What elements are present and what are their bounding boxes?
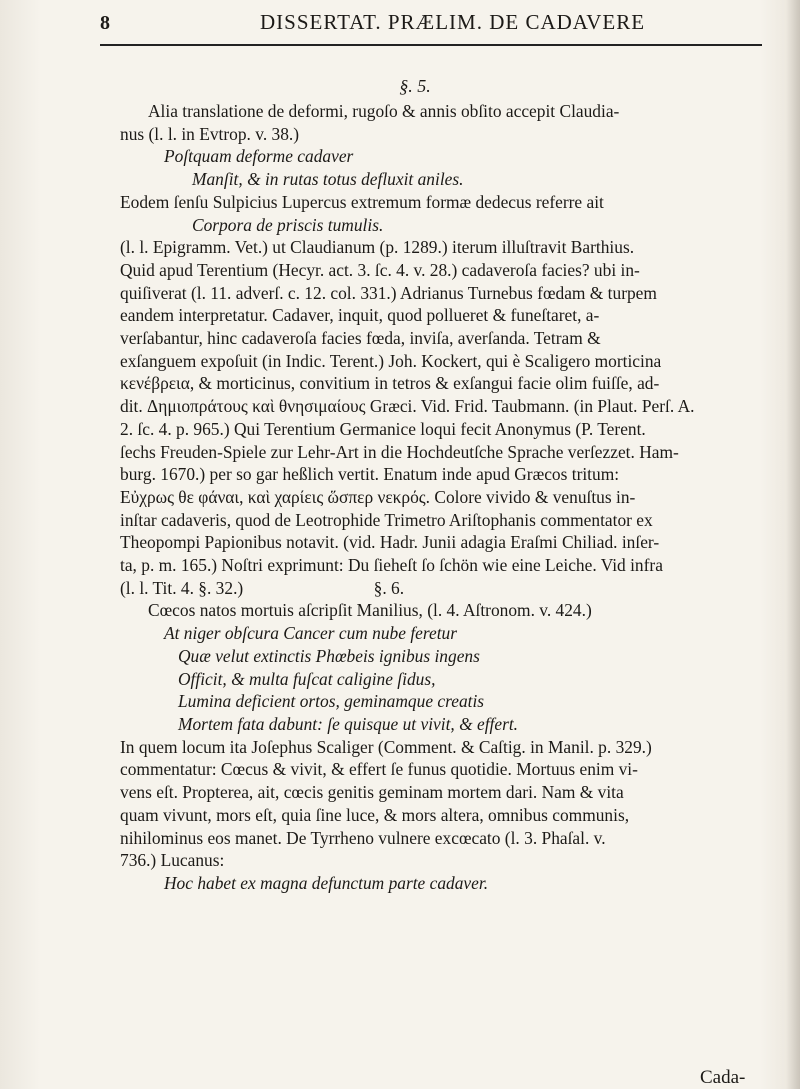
text-line: Theopompi Papionibus notavit. (vid. Hadr. Junii adagia Eraſmi Chiliad. inſer- — [120, 532, 660, 553]
text-line: Eodem ſenſu Sulpicius Lupercus extremum formæ dedecus referre ait — [120, 191, 604, 212]
text-line: κενέβρεια, & morticinus, convitium in tetros & exſangui facie olim fuiſſe, ad- — [120, 373, 660, 394]
text-line: vens eſt. Propterea, ait, cœcis genitis geminam mortem dari. Nam & vita — [120, 782, 624, 803]
text-line: Cœcos natos mortuis aſcripſit Manilius, (l. 4. Aſtronom. v. 424.) — [148, 600, 592, 621]
verse-line: Corpora de priscis tumulis. — [192, 214, 384, 235]
text-line: inſtar cadaveris, quod de Leotrophide Trimetro Ariſtophanis commentator ex — [120, 509, 653, 530]
section-heading: §. 5. — [399, 76, 431, 96]
text-line: Alia translatione de deformi, rugoſo & annis obſito accepit Claudia- — [148, 101, 620, 121]
text-line: In quem locum ita Joſephus Scaliger (Comment. & Caſtig. in Manil. p. 329.) — [120, 736, 652, 757]
text-line: ſechs Freuden-Spiele zur Lehr-Art in die Hochdeutſche Sprache verſezzet. Ham- — [120, 441, 679, 462]
text-line: dit. Δημιοπράτους καὶ θνησιμαίους Græci. Vid. Frid. Taubmann. (in Plaut. Perſ. A. — [120, 396, 695, 417]
verse-line: Mortem fata dabunt: ſe quisque ut vivit, & effert. — [178, 713, 519, 734]
verse-line: Lumina deficient ortos, geminamque creatis — [178, 691, 485, 712]
text-line: 736.) Lucanus: — [120, 850, 225, 871]
text-line: quam vivunt, mors eſt, quia ſine luce, & mors altera, omnibus communis, — [120, 804, 630, 825]
text-line: exſanguem expoſuit (in Indic. Terent.) Joh. Kockert, qui è Scaligero morticina — [120, 350, 662, 371]
text-line: burg. 1670.) per so gar heßlich vertit. Enatum inde apud Græcos tritum: — [120, 464, 620, 485]
text-line: Εὐχρως θε φάναι, καὶ χαρίεις ὥσπερ νεκρός. Colore vivido & venuſtus in- — [120, 486, 636, 507]
text-line: (l. l. Epigramm. Vet.) ut Claudianum (p. 1289.) iterum illuſtravit Barthius. — [120, 237, 635, 258]
text-line: Quid apud Terentium (Hecyr. act. 3. ſc. 4. v. 28.) cadaveroſa facies? ubi in- — [120, 259, 640, 280]
text-line: (l. l. Tit. 4. §. 32.) §. 6. — [120, 577, 405, 598]
text-line: verſabantur, hinc cadaveroſa facies fœda, inviſa, averſanda. Tetram & — [120, 328, 601, 349]
text-line: nus (l. l. in Evtrop. v. 38.) — [120, 123, 300, 144]
verse-line: Poſtquam deforme cadaver — [164, 146, 354, 167]
verse-line: Officit, & multa fuſcat caligine ſidus, — [178, 668, 436, 689]
text-line: 2. ſc. 4. p. 965.) Qui Terentium Germanice loqui fecit Anonymus (P. Terent. — [120, 418, 646, 439]
page-edge-shadow — [786, 0, 800, 1089]
verse-line: Hoc habet ex magna defunctum parte cadaver. — [164, 872, 489, 893]
text-line: ta, p. m. 165.) Noſtri exprimunt: Du ſieheſt ſo ſchön wie eine Leiche. Vid infra — [120, 555, 663, 576]
verse-line: At niger obſcura Cancer cum nube feretur — [164, 623, 458, 644]
running-head: DISSERTAT. PRÆLIM. DE CADAVERE — [260, 10, 646, 34]
text-line: eandem interpretatur. Cadaver, inquit, quod pollueret & funeſtaret, a- — [120, 305, 600, 326]
verse-line: Manſit, & in rutas totus defluxit aniles. — [192, 169, 464, 190]
page-header — [100, 10, 760, 40]
text-line: nihilominus eos manet. De Tyrrheno vulnere excœcato (l. 3. Phaſal. v. — [120, 827, 606, 848]
text-line: quiſiverat (l. 11. adverſ. c. 12. col. 331.) Adrianus Turnebus fœdam & turpem — [120, 282, 657, 303]
page-number: 8 — [100, 12, 110, 34]
body-text — [120, 100, 762, 895]
catchword: Cada- — [700, 1067, 746, 1088]
header-rule — [100, 44, 762, 46]
verse-line: Quæ velut extinctis Phœbeis ignibus ingens — [178, 645, 480, 666]
text-line: commentatur: Cœcus & vivit, & effert ſe funus quotidie. Mortuus enim vi- — [120, 759, 638, 780]
